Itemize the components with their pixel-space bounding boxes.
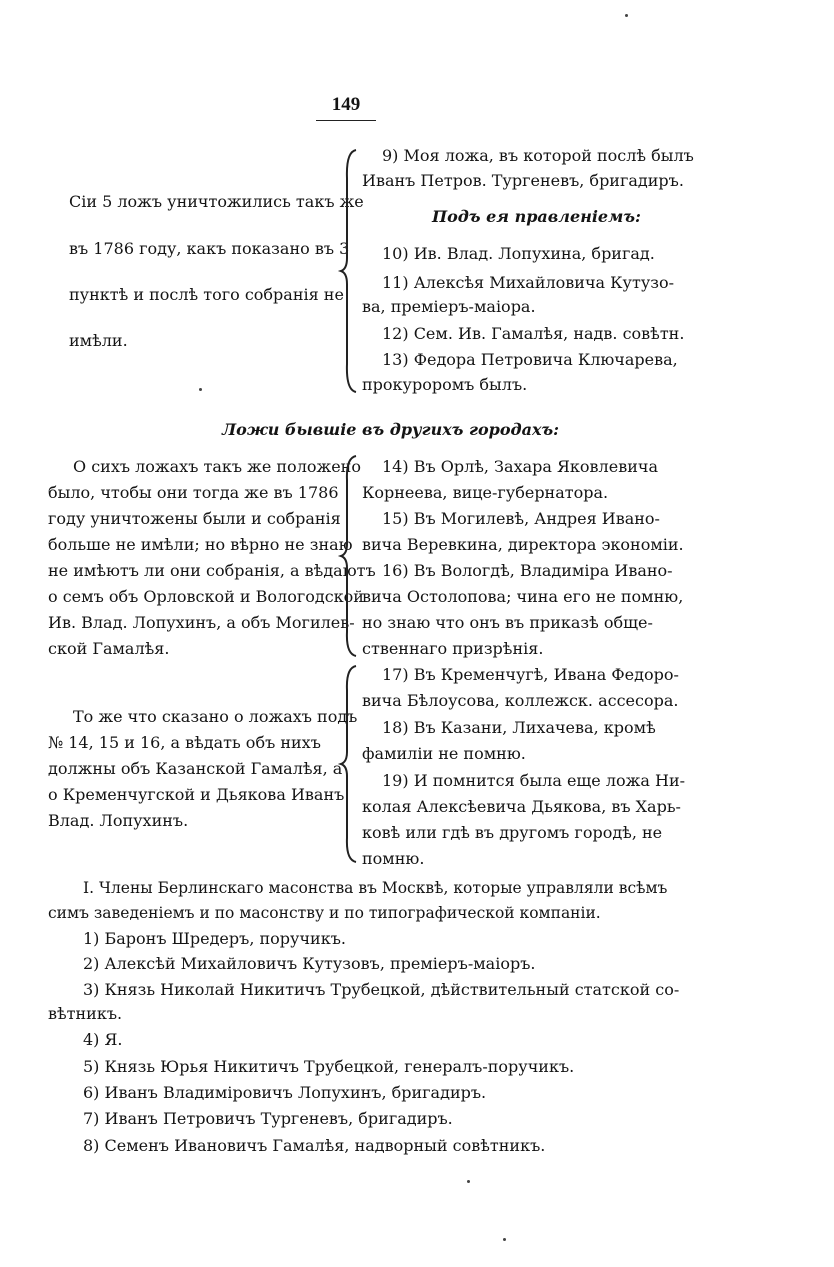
note-line: о Кременчугской и Дьякова Иванъ bbox=[48, 785, 345, 804]
entry-line: прокуроромъ былъ. bbox=[362, 375, 528, 394]
note-line: не имѣютъ ли они собранія, а вѣдаютъ bbox=[48, 561, 376, 580]
note-line: № 14, 15 и 16, а вѣдать объ нихъ bbox=[48, 733, 321, 752]
entry-line: 9) Моя ложа, въ которой послѣ былъ bbox=[382, 146, 694, 165]
member-item: 6) Иванъ Владиміровичъ Лопухинъ, бригадиръ. bbox=[83, 1083, 487, 1102]
note-line: было, чтобы они тогда же въ 1786 bbox=[48, 483, 339, 502]
entry-line: ственнаго призрѣнія. bbox=[362, 639, 544, 658]
note-line: О сихъ ложахъ такъ же положено bbox=[73, 457, 361, 476]
entry-line: ковѣ или гдѣ въ другомъ городѣ, не bbox=[362, 823, 663, 842]
scan-speck bbox=[625, 14, 628, 17]
subheading: Подъ ея правленіемъ: bbox=[432, 207, 641, 226]
note-line: Влад. Лопухинъ. bbox=[48, 811, 189, 830]
entry-line: 13) Федора Петровича Ключарева, bbox=[382, 350, 678, 369]
member-item: 5) Князь Юрья Никитичъ Трубецкой, генералъ-поручикъ. bbox=[83, 1057, 575, 1076]
section-heading: Ложи бывшіе въ другихъ городахъ: bbox=[222, 420, 560, 439]
entry-line: 18) Въ Казани, Лихачева, кромѣ bbox=[382, 718, 656, 737]
entry-line: колая Алексѣевича Дьякова, въ Харь- bbox=[362, 797, 681, 816]
page-number: 149 bbox=[331, 94, 361, 115]
intro-line: симъ заведеніемъ и по масонству и по типографической компаніи. bbox=[48, 904, 601, 922]
note-line: въ 1786 году, какъ показано въ 3 bbox=[69, 239, 350, 258]
member-item: вѣтникъ. bbox=[48, 1004, 123, 1023]
entry-line: 12) Сем. Ив. Гамалѣя, надв. совѣтн. bbox=[382, 324, 685, 343]
note-line: Сіи 5 ложъ уничтожились такъ же bbox=[69, 192, 364, 211]
member-item: 3) Князь Николай Никитичъ Трубецкой, дѣйствительный статской со- bbox=[83, 980, 680, 999]
note-line: То же что сказано о ложахъ подъ bbox=[73, 707, 358, 726]
entry-line: 17) Въ Кременчугѣ, Ивана Федоро- bbox=[382, 665, 679, 684]
brace-2 bbox=[340, 454, 360, 658]
note-line: Ив. Влад. Лопухинъ, а объ Могилев- bbox=[48, 613, 355, 632]
entry-line: 10) Ив. Влад. Лопухина, бригад. bbox=[382, 244, 655, 263]
note-line: о семъ объ Орловской и Вологодской bbox=[48, 587, 364, 606]
entry-line: помню. bbox=[362, 849, 425, 868]
entry-line: 14) Въ Орлѣ, Захара Яковлевича bbox=[382, 457, 658, 476]
note-line: имѣли. bbox=[69, 331, 128, 350]
note-line: году уничтожены были и собранія bbox=[48, 509, 341, 528]
member-item: 4) Я. bbox=[83, 1030, 123, 1049]
page-number-rule bbox=[316, 120, 376, 121]
brace-1 bbox=[340, 148, 360, 394]
entry-line: 15) Въ Могилевѣ, Андрея Ивано- bbox=[382, 509, 660, 528]
member-item: 2) Алексѣй Михайловичъ Кутузовъ, преміеръ-маіоръ. bbox=[83, 954, 536, 973]
intro-line: I. Члены Берлинскаго масонства въ Москвѣ, которые управляли всѣмъ bbox=[83, 879, 668, 897]
entry-line: вича Остолопова; чина его не помню, bbox=[362, 587, 684, 606]
scan-speck bbox=[503, 1238, 506, 1241]
member-item: 8) Семенъ Ивановичъ Гамалѣя, надворный совѣтникъ. bbox=[83, 1136, 546, 1155]
entry-line: вича Бѣлоусова, коллежск. ассесора. bbox=[362, 691, 679, 710]
entry-line: Иванъ Петров. Тургеневъ, бригадиръ. bbox=[362, 171, 684, 190]
entry-line: 16) Въ Вологдѣ, Владиміра Ивано- bbox=[382, 561, 673, 580]
note-line: больше не имѣли; но вѣрно не знаю bbox=[48, 535, 353, 554]
entry-line: Корнеева, вице-губернатора. bbox=[362, 483, 609, 502]
member-item: 1) Баронъ Шредеръ, поручикъ. bbox=[83, 929, 346, 948]
entry-line: вича Веревкина, директора экономіи. bbox=[362, 535, 684, 554]
scan-speck bbox=[467, 1180, 470, 1183]
note-line: должны объ Казанской Гамалѣя, а bbox=[48, 759, 343, 778]
scan-speck bbox=[199, 388, 202, 391]
entry-line: ва, преміеръ-маіора. bbox=[362, 297, 536, 316]
entry-line: 19) И помнится была еще ложа Ни- bbox=[382, 771, 686, 790]
brace-3 bbox=[340, 664, 360, 864]
entry-line: фамиліи не помню. bbox=[362, 744, 526, 763]
note-line: пунктѣ и послѣ того собранія не bbox=[69, 285, 344, 304]
member-item: 7) Иванъ Петровичъ Тургеневъ, бригадиръ. bbox=[83, 1109, 453, 1128]
note-line: ской Гамалѣя. bbox=[48, 639, 170, 658]
entry-line: 11) Алексѣя Михайловича Кутузо- bbox=[382, 273, 674, 292]
entry-line: но знаю что онъ въ приказѣ обще- bbox=[362, 613, 653, 632]
